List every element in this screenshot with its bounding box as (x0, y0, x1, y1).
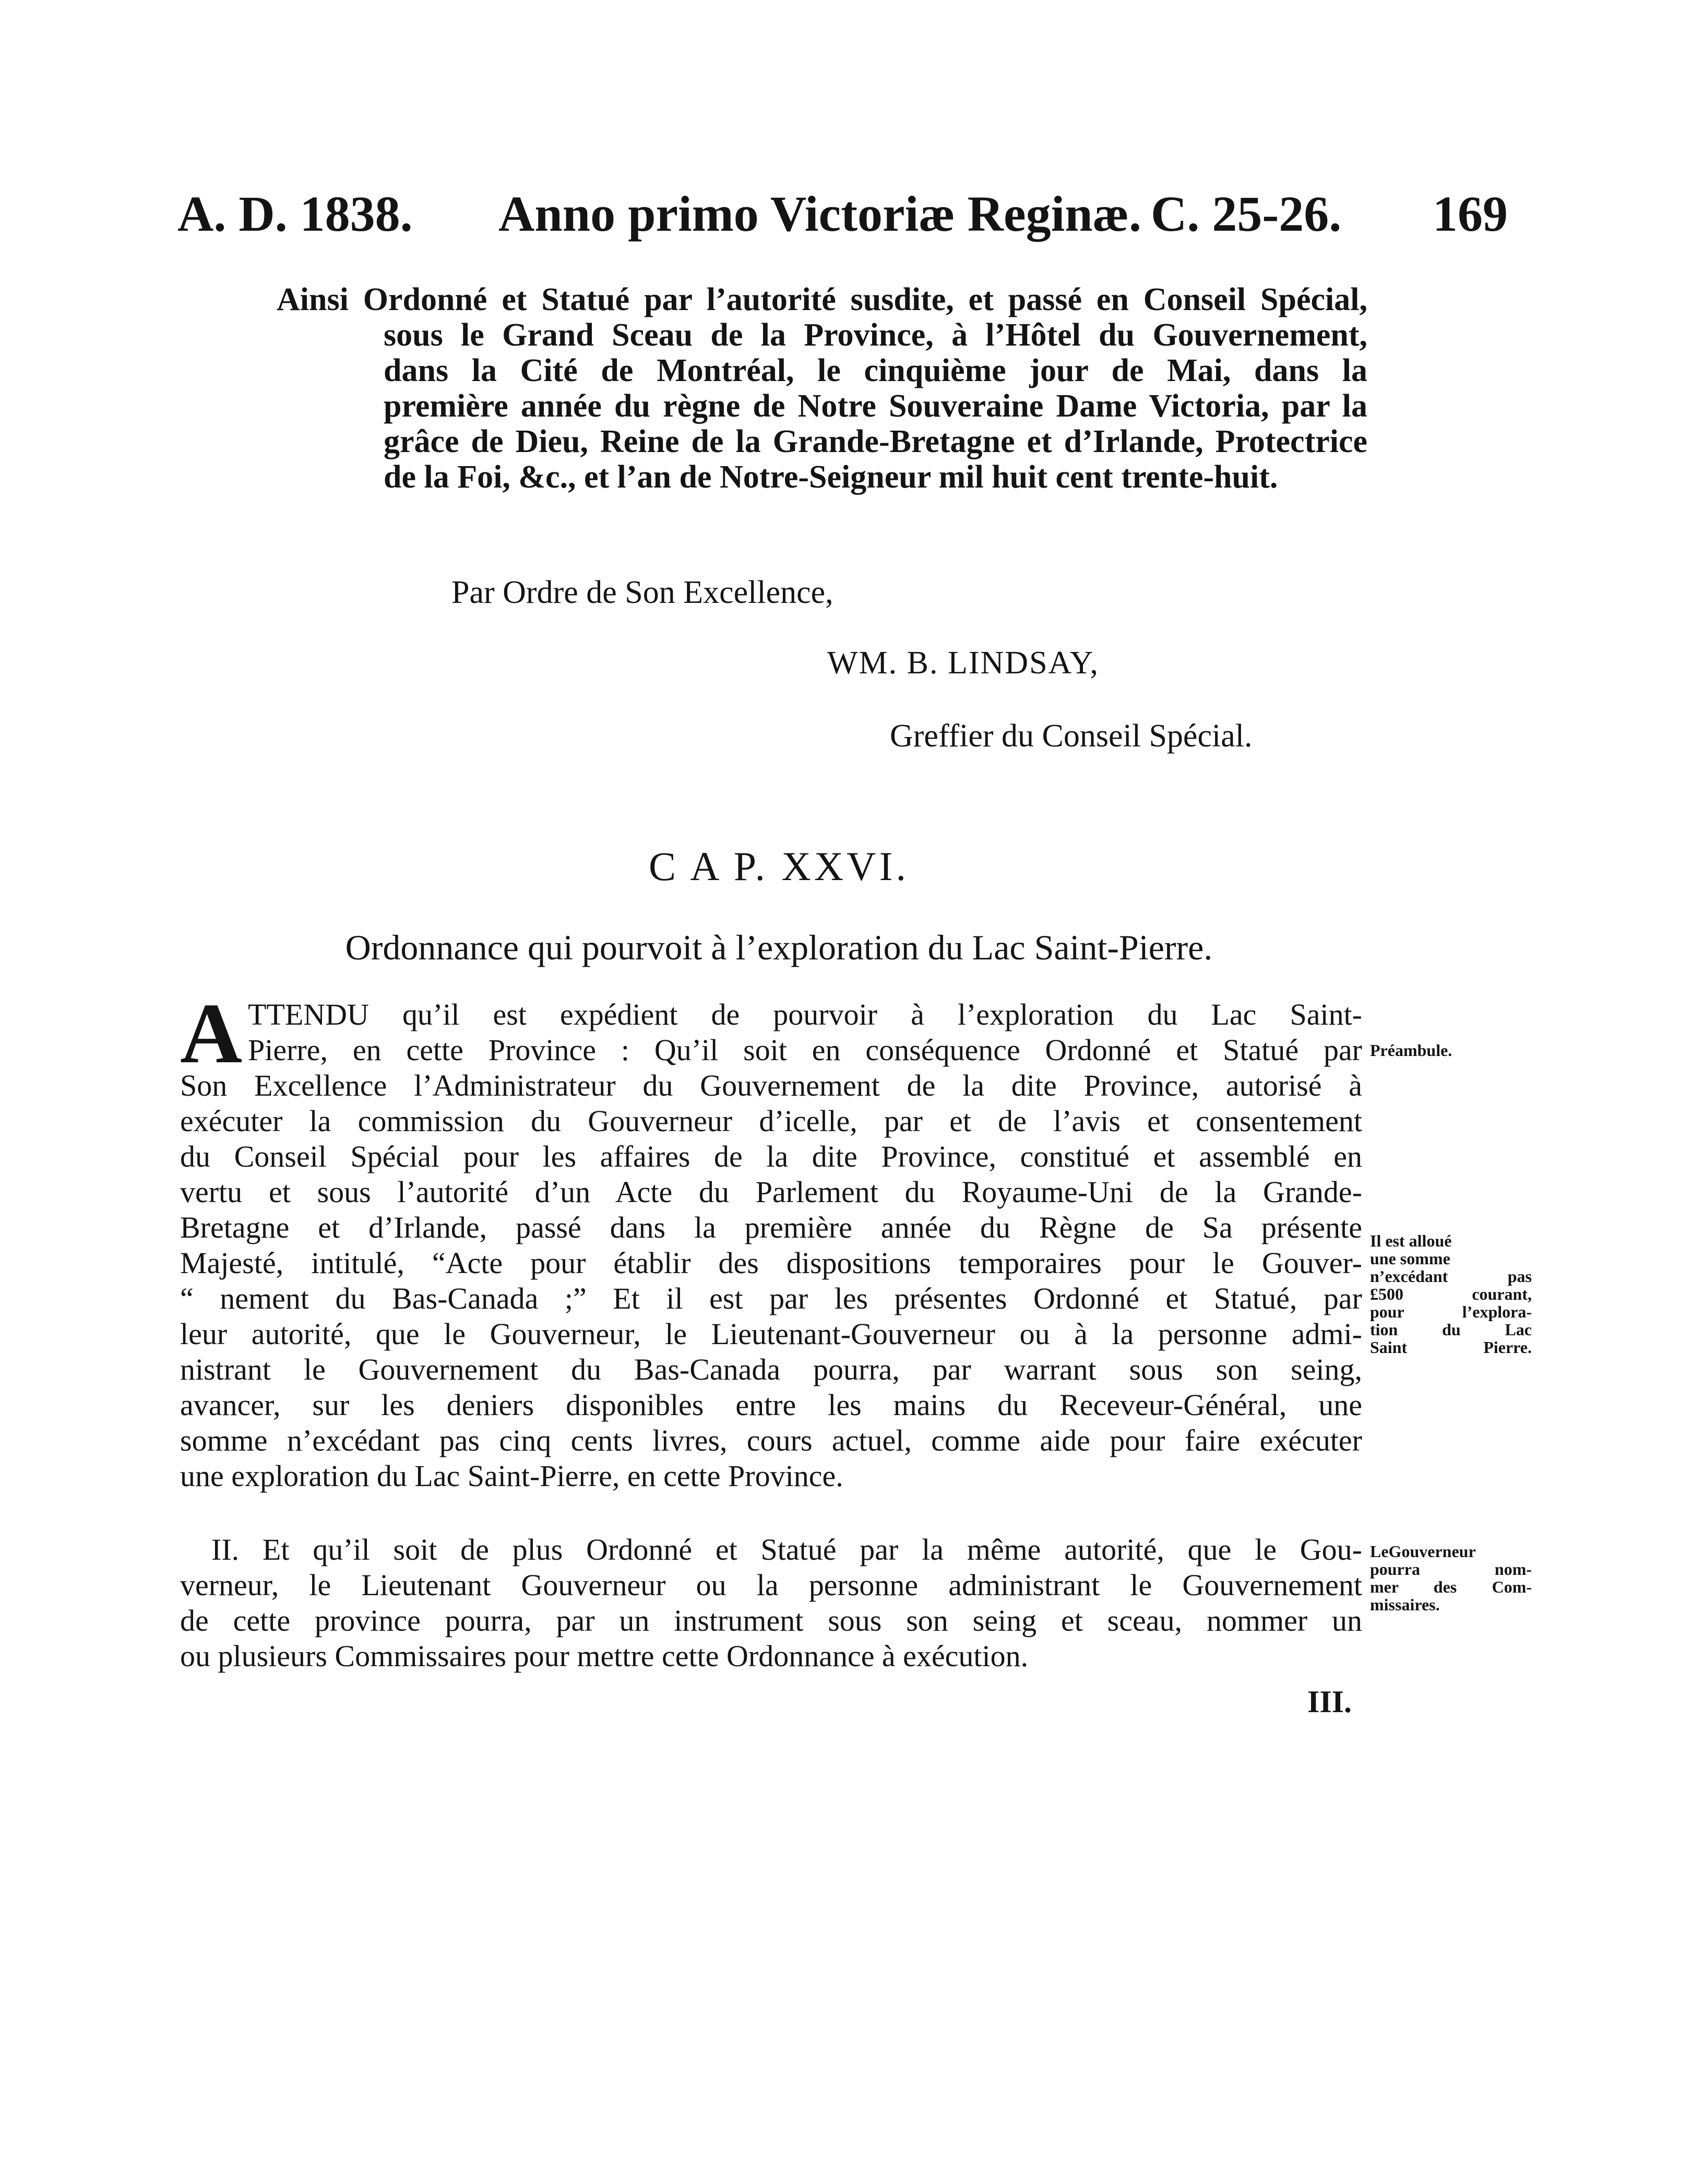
body-line: une exploration du Lac Saint-Pierre, en cette Province. (180, 1459, 843, 1493)
enactment-line: première année du règne de Notre Souveraine Dame Victoria, par la (384, 388, 1367, 424)
signature-role: Greffier du Conseil Spécial. (890, 718, 1253, 754)
enactment-clause (277, 282, 1367, 495)
enactment-line: sous le Grand Sceau de la Province, à l’Hôtel du Gouvernement, (384, 317, 1367, 353)
body-line: exécuter la commission du Gouverneur d’icelle, par et de l’avis et consentement (180, 1104, 1362, 1138)
running-head-year: A. D. 1838. (177, 186, 413, 242)
drop-cap: A (180, 986, 243, 1081)
margin-note-line: une somme (1370, 1249, 1450, 1268)
body-line: TTENDU qu’il est expédient de pourvoir à l’exploration du Lac Saint- (248, 998, 1362, 1031)
body-line: Son Excellence l’Administrateur du Gouvernement de la dite Province, autorisé à (180, 1069, 1362, 1102)
body-line: nistrant le Gouvernement du Bas-Canada pourra, par warrant sous son seing, (180, 1352, 1362, 1386)
running-head (0, 185, 1704, 248)
running-head-title: Anno primo Victoriæ Reginæ. (498, 186, 1141, 242)
margin-note-sum (1370, 1232, 1532, 1356)
ordinance-title-text: Ordonnance qui pourvoit à l’exploration du Lac Saint-Pierre. (345, 928, 1213, 967)
margin-note-line: pour l’explora- (1370, 1302, 1532, 1321)
running-head-chapter: C. 25-26. (1151, 186, 1342, 242)
body-line: “ nement du Bas-Canada ;” Et il est par les présentes Ordonné et Statué, par (180, 1281, 1362, 1315)
body-line: verneur, le Lieutenant Gouverneur ou la personne administrant le Gouvernement (180, 1568, 1362, 1602)
section-1-paragraph (180, 997, 1362, 1494)
body-line: Majesté, intitulé, “Acte pour établir des dispositions temporaires pour le Gouver- (180, 1246, 1362, 1280)
margin-note-commissioners (1370, 1542, 1532, 1613)
enactment-line: dans la Cité de Montréal, le cinquième jour de Mai, dans la (384, 353, 1367, 388)
ordinance-title (0, 927, 1704, 968)
catchword: III. (1307, 1684, 1352, 1719)
margin-note-line: missaires. (1370, 1595, 1440, 1614)
body-line: leur autorité, que le Gouverneur, le Lieutenant-Gouverneur ou à la personne admi- (180, 1317, 1362, 1351)
body-line: Pierre, en cette Province : Qu’il soit en conséquence Ordonné et Statué par (248, 1033, 1362, 1067)
chapter-heading-text: C A P. XXVI. (649, 844, 909, 889)
page-number: 169 (1433, 186, 1508, 242)
body-line: avancer, sur les deniers disponibles entre les mains du Receveur-Général, une (180, 1388, 1362, 1422)
chapter-heading (0, 843, 1704, 890)
body-line: ou plusieurs Commissaires pour mettre cette Ordonnance à exécution. (180, 1639, 1029, 1673)
margin-note-line: pourra nom- (1370, 1560, 1532, 1578)
margin-note-line: mer des Com- (1370, 1577, 1532, 1596)
margin-note-line: Il est alloué (1370, 1231, 1452, 1250)
body-line: de cette province pourra, par un instrument sous son seing et sceau, nommer un (180, 1604, 1362, 1637)
margin-note-line: n’excédant pas (1370, 1267, 1532, 1286)
signature-name: WM. B. LINDSAY, (827, 645, 1099, 681)
margin-note-line: tion du Lac (1370, 1320, 1532, 1339)
section-2-paragraph (180, 1532, 1362, 1674)
body-line: somme n’excédant pas cinq cents livres, cours actuel, comme aide pour faire exécuter (180, 1423, 1362, 1457)
margin-note-preamble (1370, 1041, 1532, 1059)
enactment-line: grâce de Dieu, Reine de la Grande-Bretagne et d’Irlande, Protectrice (384, 424, 1367, 459)
body-line: vertu et sous l’autorité d’un Acte du Parlement du Royaume-Uni de la Grande- (180, 1175, 1362, 1209)
signature-order: Par Ordre de Son Excellence, (451, 575, 833, 610)
margin-note-line: LeGouverneur (1370, 1542, 1476, 1561)
body-line: du Conseil Spécial pour les affaires de la dite Province, constitué et assemblé en (180, 1140, 1362, 1173)
margin-note-line: £500 courant, (1370, 1285, 1532, 1303)
body-line: II. Et qu’il soit de plus Ordonné et Statué par la même autorité, que le Gou- (211, 1533, 1362, 1566)
enactment-line: Ainsi Ordonné et Statué par l’autorité susdite, et passé en Conseil Spécial, (277, 282, 1367, 317)
body-line: Bretagne et d’Irlande, passé dans la première année du Règne de Sa présente (180, 1210, 1362, 1244)
margin-note-line: Saint Pierre. (1370, 1338, 1532, 1357)
enactment-line: de la Foi, &c., et l’an de Notre-Seigneur mil huit cent trente-huit. (384, 459, 1278, 495)
margin-note-line: Préambule. (1370, 1041, 1452, 1060)
